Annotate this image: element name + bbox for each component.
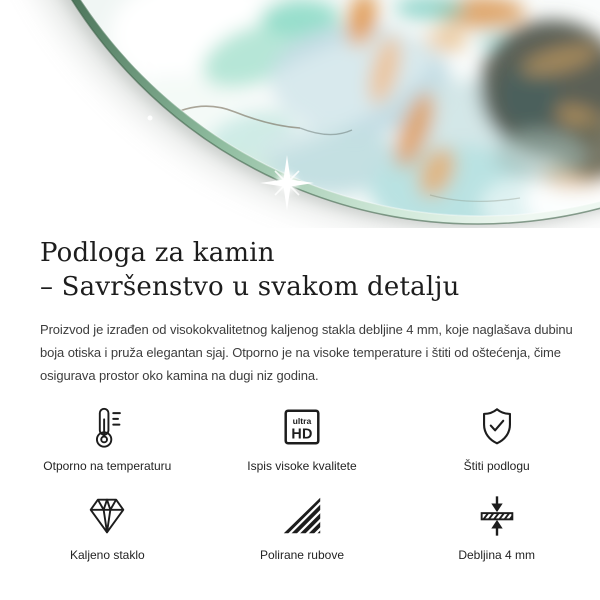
ultra-hd-text-bottom: HD: [291, 426, 313, 443]
polished-edges-icon: [279, 494, 325, 538]
feature-protects: [399, 405, 594, 474]
feature-thickness: [399, 494, 594, 563]
feature-label: Kaljeno staklo: [69, 548, 145, 562]
diamond-icon: [84, 494, 130, 538]
glass-disc-graphic: [0, 0, 600, 228]
thermometer-icon: [84, 405, 130, 449]
feature-temperature: [10, 405, 205, 474]
feature-polished-edges: [205, 494, 400, 563]
ultra-hd-icon: [279, 405, 325, 449]
feature-label: Otporno na temperaturu: [43, 459, 172, 473]
feature-label: Debljina 4 mm: [458, 548, 536, 562]
thickness-icon: [474, 494, 520, 538]
feature-print-quality: [205, 405, 400, 474]
shield-check-icon: [474, 405, 520, 449]
ultra-hd-text-top: ultra: [292, 416, 312, 427]
features-grid: [0, 405, 600, 563]
feature-label: Ispis visoke kvalitete: [247, 459, 357, 473]
title-line-2: – Savršenstvo u svakom detalju: [40, 272, 460, 302]
title-line-1: Podloga za kamin: [40, 238, 275, 268]
feature-label: Polirane rubove: [259, 548, 345, 562]
description-line: osigurava prostor oko kamina na dugi niz godina.: [40, 368, 319, 383]
feature-tempered-glass: [10, 494, 205, 563]
feature-label: Štiti podlogu: [463, 459, 530, 473]
hero-image: [0, 0, 600, 228]
page-title: [40, 236, 560, 304]
description-line: boja otiska i pruža elegantan sjaj. Otporno je na visoke temperature i štiti od oštećenja, čime: [40, 345, 561, 360]
description-line: Proizvod je izrađen od visokokvalitetnog kaljenog stakla debljine 4 mm, koje naglašava dubinu: [40, 322, 573, 337]
product-description: [0, 318, 600, 387]
title-block: [0, 236, 600, 304]
